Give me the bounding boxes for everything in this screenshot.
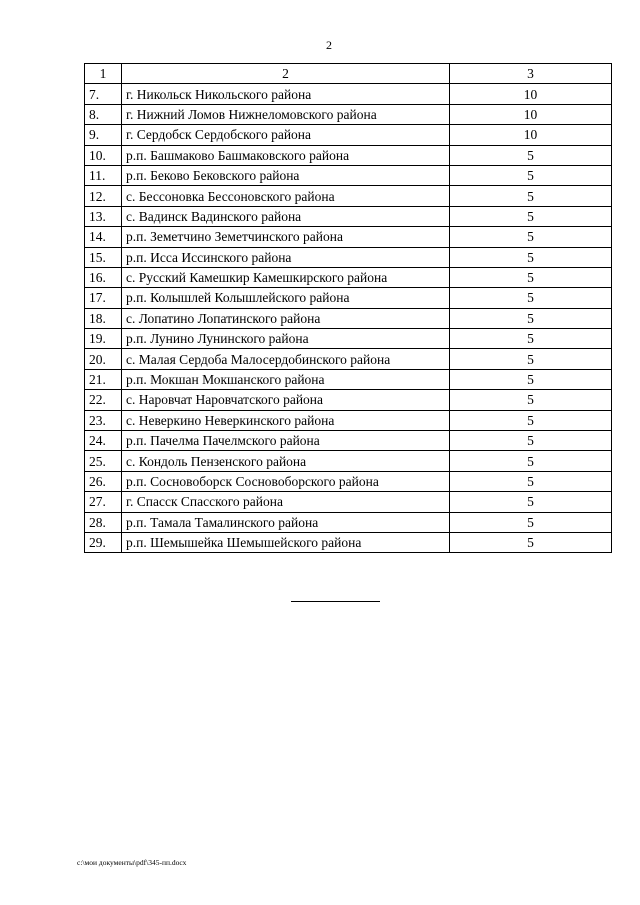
value-cell: 5 xyxy=(450,186,612,206)
settlement-name-cell: р.п. Земетчино Земетчинского района xyxy=(122,227,450,247)
row-number-cell: 25. xyxy=(85,451,122,471)
settlement-name-cell: г. Сердобск Сердобского района xyxy=(122,125,450,145)
row-number-cell: 14. xyxy=(85,227,122,247)
value-cell: 5 xyxy=(450,532,612,552)
table-row xyxy=(85,349,612,369)
table-row xyxy=(85,288,612,308)
file-path: c:\мои документы\pdf\345-пп.docx xyxy=(77,858,187,867)
settlement-name-cell: г. Спасск Спасского района xyxy=(122,492,450,512)
table-row xyxy=(85,431,612,451)
header-cell-3: 3 xyxy=(450,64,612,84)
value-cell: 5 xyxy=(450,471,612,491)
settlement-name-cell: р.п. Беково Бековского района xyxy=(122,165,450,185)
table-row xyxy=(85,390,612,410)
row-number-cell: 8. xyxy=(85,104,122,124)
table-body xyxy=(85,64,612,553)
settlement-name-cell: с. Вадинск Вадинского района xyxy=(122,206,450,226)
table-header-row xyxy=(85,64,612,84)
row-number-cell: 15. xyxy=(85,247,122,267)
table-row xyxy=(85,84,612,104)
row-number-cell: 13. xyxy=(85,206,122,226)
table-row xyxy=(85,308,612,328)
row-number-cell: 19. xyxy=(85,329,122,349)
value-cell: 5 xyxy=(450,145,612,165)
value-cell: 5 xyxy=(450,349,612,369)
table-row xyxy=(85,492,612,512)
settlement-name-cell: р.п. Сосновоборск Сосновоборского района xyxy=(122,471,450,491)
row-number-cell: 18. xyxy=(85,308,122,328)
value-cell: 5 xyxy=(450,267,612,287)
settlement-name-cell: с. Кондоль Пензенского района xyxy=(122,451,450,471)
row-number-cell: 12. xyxy=(85,186,122,206)
value-cell: 5 xyxy=(450,451,612,471)
table-row xyxy=(85,267,612,287)
value-cell: 5 xyxy=(450,410,612,430)
row-number-cell: 17. xyxy=(85,288,122,308)
header-cell-1: 1 xyxy=(85,64,122,84)
settlement-name-cell: с. Малая Сердоба Малосердобинского района xyxy=(122,349,450,369)
value-cell: 5 xyxy=(450,390,612,410)
header-cell-2: 2 xyxy=(122,64,450,84)
row-number-cell: 9. xyxy=(85,125,122,145)
value-cell: 5 xyxy=(450,165,612,185)
value-cell: 5 xyxy=(450,308,612,328)
value-cell: 5 xyxy=(450,512,612,532)
table-row xyxy=(85,145,612,165)
row-number-cell: 26. xyxy=(85,471,122,491)
value-cell: 5 xyxy=(450,206,612,226)
settlement-name-cell: с. Неверкино Неверкинского района xyxy=(122,410,450,430)
table-row xyxy=(85,410,612,430)
table-row xyxy=(85,471,612,491)
row-number-cell: 21. xyxy=(85,369,122,389)
value-cell: 5 xyxy=(450,288,612,308)
settlement-name-cell: с. Наровчат Наровчатского района xyxy=(122,390,450,410)
table-row xyxy=(85,451,612,471)
table-row xyxy=(85,125,612,145)
row-number-cell: 29. xyxy=(85,532,122,552)
row-number-cell: 16. xyxy=(85,267,122,287)
value-cell: 10 xyxy=(450,104,612,124)
settlement-name-cell: р.п. Исса Иссинского района xyxy=(122,247,450,267)
settlement-name-cell: р.п. Пачелма Пачелмского района xyxy=(122,431,450,451)
table-row xyxy=(85,165,612,185)
value-cell: 5 xyxy=(450,492,612,512)
settlement-name-cell: р.п. Шемышейка Шемышейского района xyxy=(122,532,450,552)
row-number-cell: 20. xyxy=(85,349,122,369)
settlement-name-cell: р.п. Башмаково Башмаковского района xyxy=(122,145,450,165)
row-number-cell: 28. xyxy=(85,512,122,532)
table-row xyxy=(85,329,612,349)
row-number-cell: 22. xyxy=(85,390,122,410)
value-cell: 5 xyxy=(450,227,612,247)
table-row xyxy=(85,206,612,226)
table-row xyxy=(85,227,612,247)
settlement-name-cell: с. Русский Камешкир Камешкирского района xyxy=(122,267,450,287)
settlement-name-cell: р.п. Лунино Лунинского района xyxy=(122,329,450,349)
settlement-name-cell: с. Бессоновка Бессоновского района xyxy=(122,186,450,206)
value-cell: 5 xyxy=(450,369,612,389)
row-number-cell: 24. xyxy=(85,431,122,451)
settlements-table xyxy=(84,63,612,553)
value-cell: 5 xyxy=(450,329,612,349)
value-cell: 5 xyxy=(450,431,612,451)
table-row xyxy=(85,247,612,267)
row-number-cell: 23. xyxy=(85,410,122,430)
settlement-name-cell: г. Нижний Ломов Нижнеломовского района xyxy=(122,104,450,124)
row-number-cell: 27. xyxy=(85,492,122,512)
table-row xyxy=(85,512,612,532)
page-number: 2 xyxy=(326,38,332,52)
settlement-name-cell: с. Лопатино Лопатинского района xyxy=(122,308,450,328)
row-number-cell: 10. xyxy=(85,145,122,165)
value-cell: 5 xyxy=(450,247,612,267)
settlement-name-cell: р.п. Тамала Тамалинского района xyxy=(122,512,450,532)
row-number-cell: 7. xyxy=(85,84,122,104)
end-divider-line xyxy=(291,601,380,602)
table-row xyxy=(85,532,612,552)
settlement-name-cell: р.п. Мокшан Мокшанского района xyxy=(122,369,450,389)
settlement-name-cell: г. Никольск Никольского района xyxy=(122,84,450,104)
row-number-cell: 11. xyxy=(85,165,122,185)
table-row xyxy=(85,104,612,124)
table-row xyxy=(85,369,612,389)
table-row xyxy=(85,186,612,206)
value-cell: 10 xyxy=(450,84,612,104)
value-cell: 10 xyxy=(450,125,612,145)
settlement-name-cell: р.п. Колышлей Колышлейского района xyxy=(122,288,450,308)
